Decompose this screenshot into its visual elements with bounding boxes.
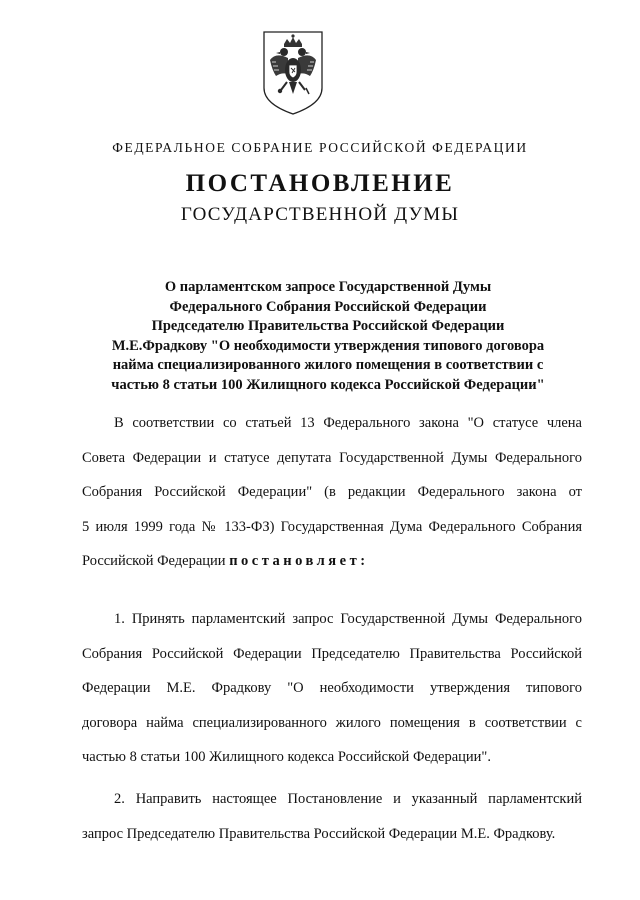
resolution-item-1: [82, 602, 582, 775]
subject-line: М.Е.Фрадкову "О необходимости утверждения типового договора: [111, 337, 545, 354]
subject-line: частью 8 статьи 100 Жилищного кодекса Российской Федерации": [111, 376, 545, 393]
subject-line: О парламентском запросе Государственной Думы: [164, 279, 492, 295]
organization-header: ФЕДЕРАЛЬНОЕ СОБРАНИЕ РОССИЙСКОЙ ФЕДЕРАЦИИ: [112, 140, 528, 155]
item-line: запрос Председателю Правительства Российской Федерации М.Е. Фрадкову.: [82, 825, 556, 842]
resolution-item-2: [82, 782, 582, 851]
subject-line: Федерального Собрания Российской Федерации: [169, 298, 487, 315]
subject-line: Председателю Правительства Российской Федерации: [151, 318, 505, 334]
item-line: 1. Принять парламентский запрос Государственной Думы Федерального: [114, 611, 582, 627]
item-line: частью 8 статьи 100 Жилищного кодекса Российской Федерации".: [82, 749, 491, 765]
document-type-title: ПОСТАНОВЛЕНИЕ: [185, 170, 455, 197]
russian-coat-of-arms-icon: [262, 30, 324, 116]
preamble-paragraph: [82, 406, 582, 579]
subject-line: найма специализированного жилого помещения в соответствии с: [112, 357, 544, 373]
document-issuer: ГОСУДАРСТВЕННОЙ ДУМЫ: [180, 204, 460, 225]
resolves-word: постановляет:: [229, 553, 369, 569]
preamble-line: В соответствии со статьей 13 Федерального закона "О статусе члена: [114, 415, 582, 431]
item-line: Собрания Российской Федерации Председателю Правительства Российской: [82, 645, 582, 662]
preamble-line: 5 июля 1999 года № 133-ФЗ) Государственная Дума Федерального Собрания: [82, 518, 582, 535]
item-line: договора найма специализированного жилого помещения в соответствии с: [82, 714, 582, 731]
item-line: 2. Направить настоящее Постановление и указанный парламентский: [114, 791, 582, 807]
preamble-last-line: [82, 544, 582, 579]
preamble-line: Российской Федерации: [82, 553, 226, 569]
preamble-line: Совета Федерации и статусе депутата Государственной Думы Федерального: [82, 449, 582, 466]
item-line: Федерации М.Е. Фрадкову "О необходимости утверждения типового: [82, 680, 582, 696]
preamble-line: Собрания Российской Федерации" (в редакции Федерального закона от: [82, 484, 582, 500]
resolution-subject: [100, 278, 556, 395]
